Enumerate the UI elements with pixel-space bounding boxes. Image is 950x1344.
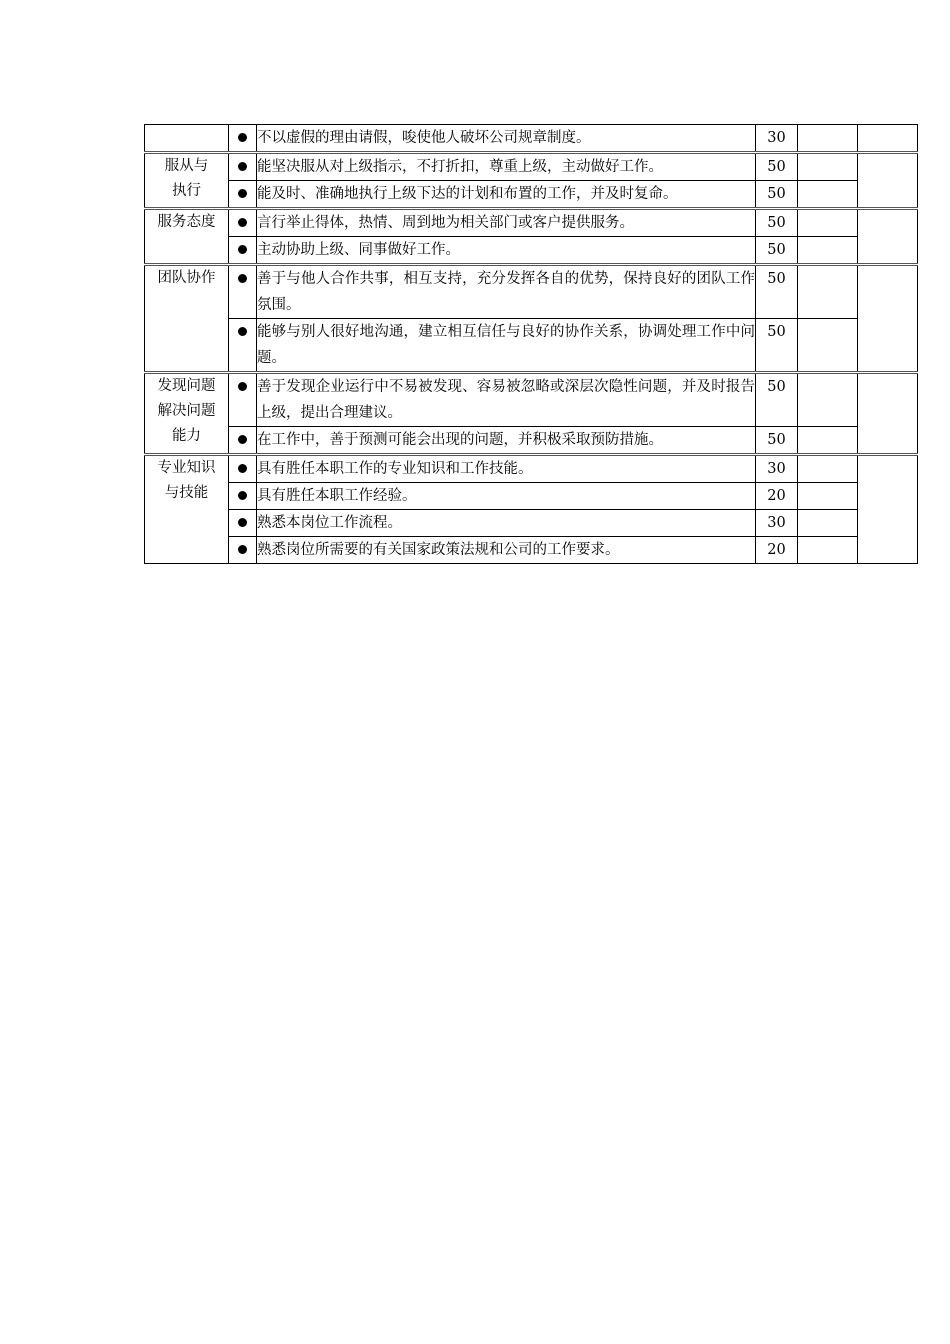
score-cell: 30 [756, 510, 798, 537]
bullet-cell [229, 373, 257, 427]
criterion-text: 在工作中，善于预测可能会出现的问题，并积极采取预防措施。 [257, 427, 756, 455]
rating-cell[interactable] [798, 237, 858, 265]
category-cell [145, 209, 229, 265]
group-total-cell[interactable] [858, 153, 918, 209]
bullet-cell [229, 483, 257, 510]
bullet-icon [238, 545, 247, 554]
category-label-line: 解决问题 [157, 403, 216, 419]
category-label-line: 团队协作 [157, 270, 216, 286]
score-cell: 50 [756, 265, 798, 319]
bullet-cell [229, 265, 257, 319]
criterion-text: 善于发现企业运行中不易被发现、容易被忽略或深层次隐性问题，并及时报告上级，提出合理建议。 [257, 373, 756, 427]
score-cell: 50 [756, 237, 798, 265]
bullet-icon [238, 245, 247, 254]
table-row [145, 319, 918, 373]
criterion-text: 言行举止得体，热情、周到地为相关部门或客户提供服务。 [257, 209, 756, 237]
category-cell [145, 373, 229, 455]
score-cell: 50 [756, 373, 798, 427]
rating-cell[interactable] [798, 153, 858, 181]
score-cell: 50 [756, 319, 798, 373]
evaluation-table [144, 124, 918, 564]
bullet-icon [238, 382, 247, 391]
criterion-text: 具有胜任本职工作经验。 [257, 483, 756, 510]
category-cell [145, 153, 229, 209]
criterion-text: 能坚决服从对上级指示，不打折扣，尊重上级，主动做好工作。 [257, 153, 756, 181]
category-cell [145, 455, 229, 564]
category-label-line: 与技能 [164, 485, 209, 501]
evaluation-table-body [145, 125, 918, 564]
rating-cell[interactable] [798, 427, 858, 455]
table-row [145, 483, 918, 510]
score-cell: 20 [756, 537, 798, 564]
category-label-line: 发现问题 [157, 378, 216, 394]
score-cell: 50 [756, 209, 798, 237]
bullet-icon [238, 189, 247, 198]
bullet-cell [229, 209, 257, 237]
group-total-cell[interactable] [858, 455, 918, 564]
category-cell [145, 125, 229, 153]
bullet-cell [229, 427, 257, 455]
bullet-icon [238, 327, 247, 336]
table-row [145, 510, 918, 537]
table-row [145, 373, 918, 427]
score-cell: 20 [756, 483, 798, 510]
criterion-text: 能够与别人很好地沟通，建立相互信任与良好的协作关系，协调处理工作中问题。 [257, 319, 756, 373]
criterion-text: 熟悉岗位所需要的有关国家政策法规和公司的工作要求。 [257, 537, 756, 564]
score-cell: 50 [756, 153, 798, 181]
bullet-cell [229, 125, 257, 153]
bullet-cell [229, 181, 257, 209]
bullet-cell [229, 153, 257, 181]
criterion-text: 善于与他人合作共事，相互支持，充分发挥各自的优势，保持良好的团队工作氛围。 [257, 265, 756, 319]
category-cell [145, 265, 229, 373]
score-cell: 50 [756, 181, 798, 209]
criterion-text: 熟悉本岗位工作流程。 [257, 510, 756, 537]
category-label-line: 服务态度 [157, 214, 216, 230]
rating-cell[interactable] [798, 510, 858, 537]
table-row [145, 455, 918, 483]
rating-cell[interactable] [798, 455, 858, 483]
criterion-text: 不以虚假的理由请假，唆使他人破坏公司规章制度。 [257, 125, 756, 153]
bullet-icon [238, 435, 247, 444]
category-label-line: 专业知识 [157, 460, 216, 476]
bullet-cell [229, 510, 257, 537]
rating-cell[interactable] [798, 319, 858, 373]
bullet-icon [238, 162, 247, 171]
bullet-cell [229, 237, 257, 265]
bullet-icon [238, 518, 247, 527]
table-row [145, 125, 918, 153]
score-cell: 50 [756, 427, 798, 455]
table-row [145, 537, 918, 564]
bullet-icon [238, 274, 247, 283]
category-label-line: 服从与 [164, 158, 209, 174]
bullet-cell [229, 537, 257, 564]
criterion-text: 能及时、准确地执行上级下达的计划和布置的工作，并及时复命。 [257, 181, 756, 209]
table-row [145, 153, 918, 181]
rating-cell[interactable] [798, 483, 858, 510]
evaluation-table-page [144, 124, 917, 564]
rating-cell[interactable] [798, 125, 858, 153]
bullet-icon [238, 491, 247, 500]
table-row [145, 209, 918, 237]
rating-cell[interactable] [798, 265, 858, 319]
group-total-cell[interactable] [858, 209, 918, 265]
table-row [145, 265, 918, 319]
category-label-line: 执行 [172, 183, 201, 199]
score-cell: 30 [756, 125, 798, 153]
table-row [145, 237, 918, 265]
bullet-icon [238, 133, 247, 142]
group-total-cell[interactable] [858, 265, 918, 373]
criterion-text: 具有胜任本职工作的专业知识和工作技能。 [257, 455, 756, 483]
rating-cell[interactable] [798, 537, 858, 564]
bullet-cell [229, 319, 257, 373]
category-label-line: 能力 [172, 428, 201, 444]
table-row [145, 427, 918, 455]
bullet-icon [238, 464, 247, 473]
bullet-icon [238, 218, 247, 227]
bullet-cell [229, 455, 257, 483]
table-row [145, 181, 918, 209]
rating-cell[interactable] [798, 181, 858, 209]
group-total-cell[interactable] [858, 373, 918, 455]
group-total-cell[interactable] [858, 125, 918, 153]
rating-cell[interactable] [798, 209, 858, 237]
criterion-text: 主动协助上级、同事做好工作。 [257, 237, 756, 265]
score-cell: 30 [756, 455, 798, 483]
rating-cell[interactable] [798, 373, 858, 427]
